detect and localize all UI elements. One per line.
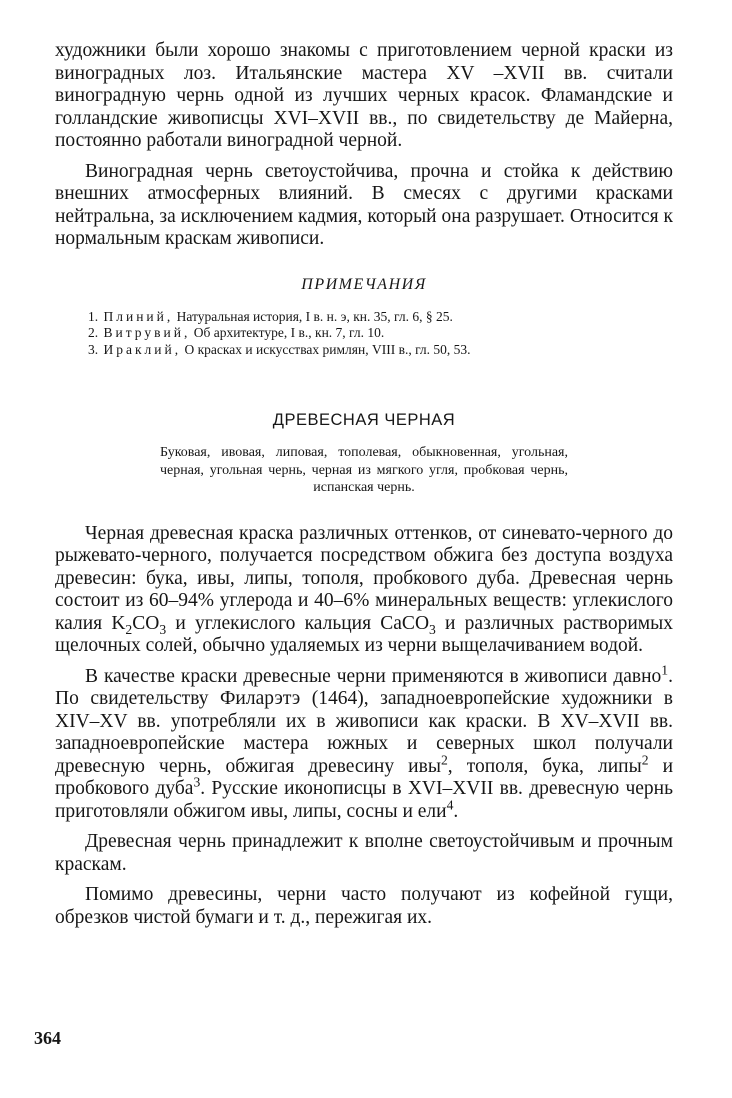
text-run: , тополя, бука, липы	[447, 755, 642, 777]
page-content	[55, 40, 673, 929]
text-run: и различных растворимых щелочных солей, обычно удаляемых из черни выщелачиванием водой.	[55, 612, 674, 656]
footnote-ref: 3	[193, 774, 201, 790]
note-number: 3.	[88, 341, 99, 357]
footnote-ref: 2	[440, 752, 448, 767]
text-run: В качестве краски древесные черни применяются в живописи давно	[85, 665, 662, 687]
note-item	[88, 309, 673, 326]
note-item	[88, 325, 673, 342]
note-author: Плиний,	[103, 308, 174, 324]
synonyms-list: Буковая, ивовая, липовая, тополевая, обыкновенная, угольная, черная, угольная чернь, черная из мягкого угля, пробковая чернь, испанская чернь.	[160, 445, 568, 495]
text-paragraph	[55, 523, 673, 658]
text-run: . По свидетельству Филарэтэ (1464), западноевропейские художники в XIV–XV вв. употребляли их в живописи как краски. В XV–XVII вв. западноевропейские мастера южных и северных школ получали древесную чернь, обжигая древесину ивы	[55, 665, 673, 777]
note-text: Натуральная история, I в. н. э, кн. 35, гл. 6, § 25.	[176, 308, 453, 324]
note-author: Ираклий,	[103, 341, 182, 357]
text-run: . Русские иконописцы в XVI–XVII вв. древесную чернь приготовляли обжигом ивы, липы, сосны и ели	[55, 778, 673, 822]
footnote-ref: 2	[641, 752, 649, 767]
footnote-ref: 1	[661, 662, 669, 677]
text-run: и углекислого кальция CaCO	[166, 612, 430, 634]
page-number: 364	[34, 1028, 61, 1048]
text-run: CO	[132, 612, 160, 634]
note-number: 2.	[88, 325, 99, 340]
text-paragraph	[55, 662, 674, 824]
section-title: ДРЕВЕСНАЯ ЧЕРНАЯ	[272, 411, 456, 429]
subscript: 3	[429, 621, 436, 637]
note-text: Об архитектуре, I в., кн. 7, гл. 10.	[193, 325, 385, 340]
note-author: Витрувий,	[103, 325, 191, 340]
text-run: Черная древесная краска различных оттенков, от синевато-черного до рыжевато-черного, получается посредством обжига без доступа воздуха древесин: бука, ивы, липы, тополя, пробкового дуба. Древесная чернь состоит из 60–94% углерода и 40–6% минеральных веществ: углекислого калия K	[55, 522, 673, 634]
note-text: О красках и искусствах римлян, VIII в., гл. 50, 53.	[184, 341, 471, 357]
subscript: 3	[159, 621, 167, 637]
text-paragraph: Виноградная чернь светоустойчива, прочна и стойка к действию внешних атмосферных влияний. В смесях с другими красками нейтральна, за исключением кадмия, который она разрушает. Относится к нормальным краскам живописи.	[55, 160, 673, 249]
notes-heading: ПРИМЕЧАНИЯ	[301, 275, 427, 293]
note-item	[88, 342, 673, 359]
text-run: и пробкового дуба	[55, 755, 674, 799]
subscript: 2	[125, 621, 133, 637]
text-paragraph: Помимо древесины, черни часто получают из кофейной гущи, обрезков чистой бумаги и т. д., пережигая их.	[55, 884, 673, 928]
notes-list	[55, 309, 673, 359]
note-number: 1.	[88, 308, 99, 324]
text-run: .	[453, 800, 459, 822]
text-paragraph: художники были хорошо знакомы с приготовлением черной краски из виноградных лоз. Итальянские мастера XV –XVII вв. считали виноградную чернь одной из лучших черных красок. Фламандские и голландские живописцы XVI–XVII вв., по свидетельству де Майерна, постоянно работали виноградной черной.	[55, 40, 673, 151]
footnote-ref: 4	[446, 797, 454, 812]
text-paragraph: Древесная чернь принадлежит к вполне светоустойчивым и прочным краскам.	[55, 831, 673, 875]
